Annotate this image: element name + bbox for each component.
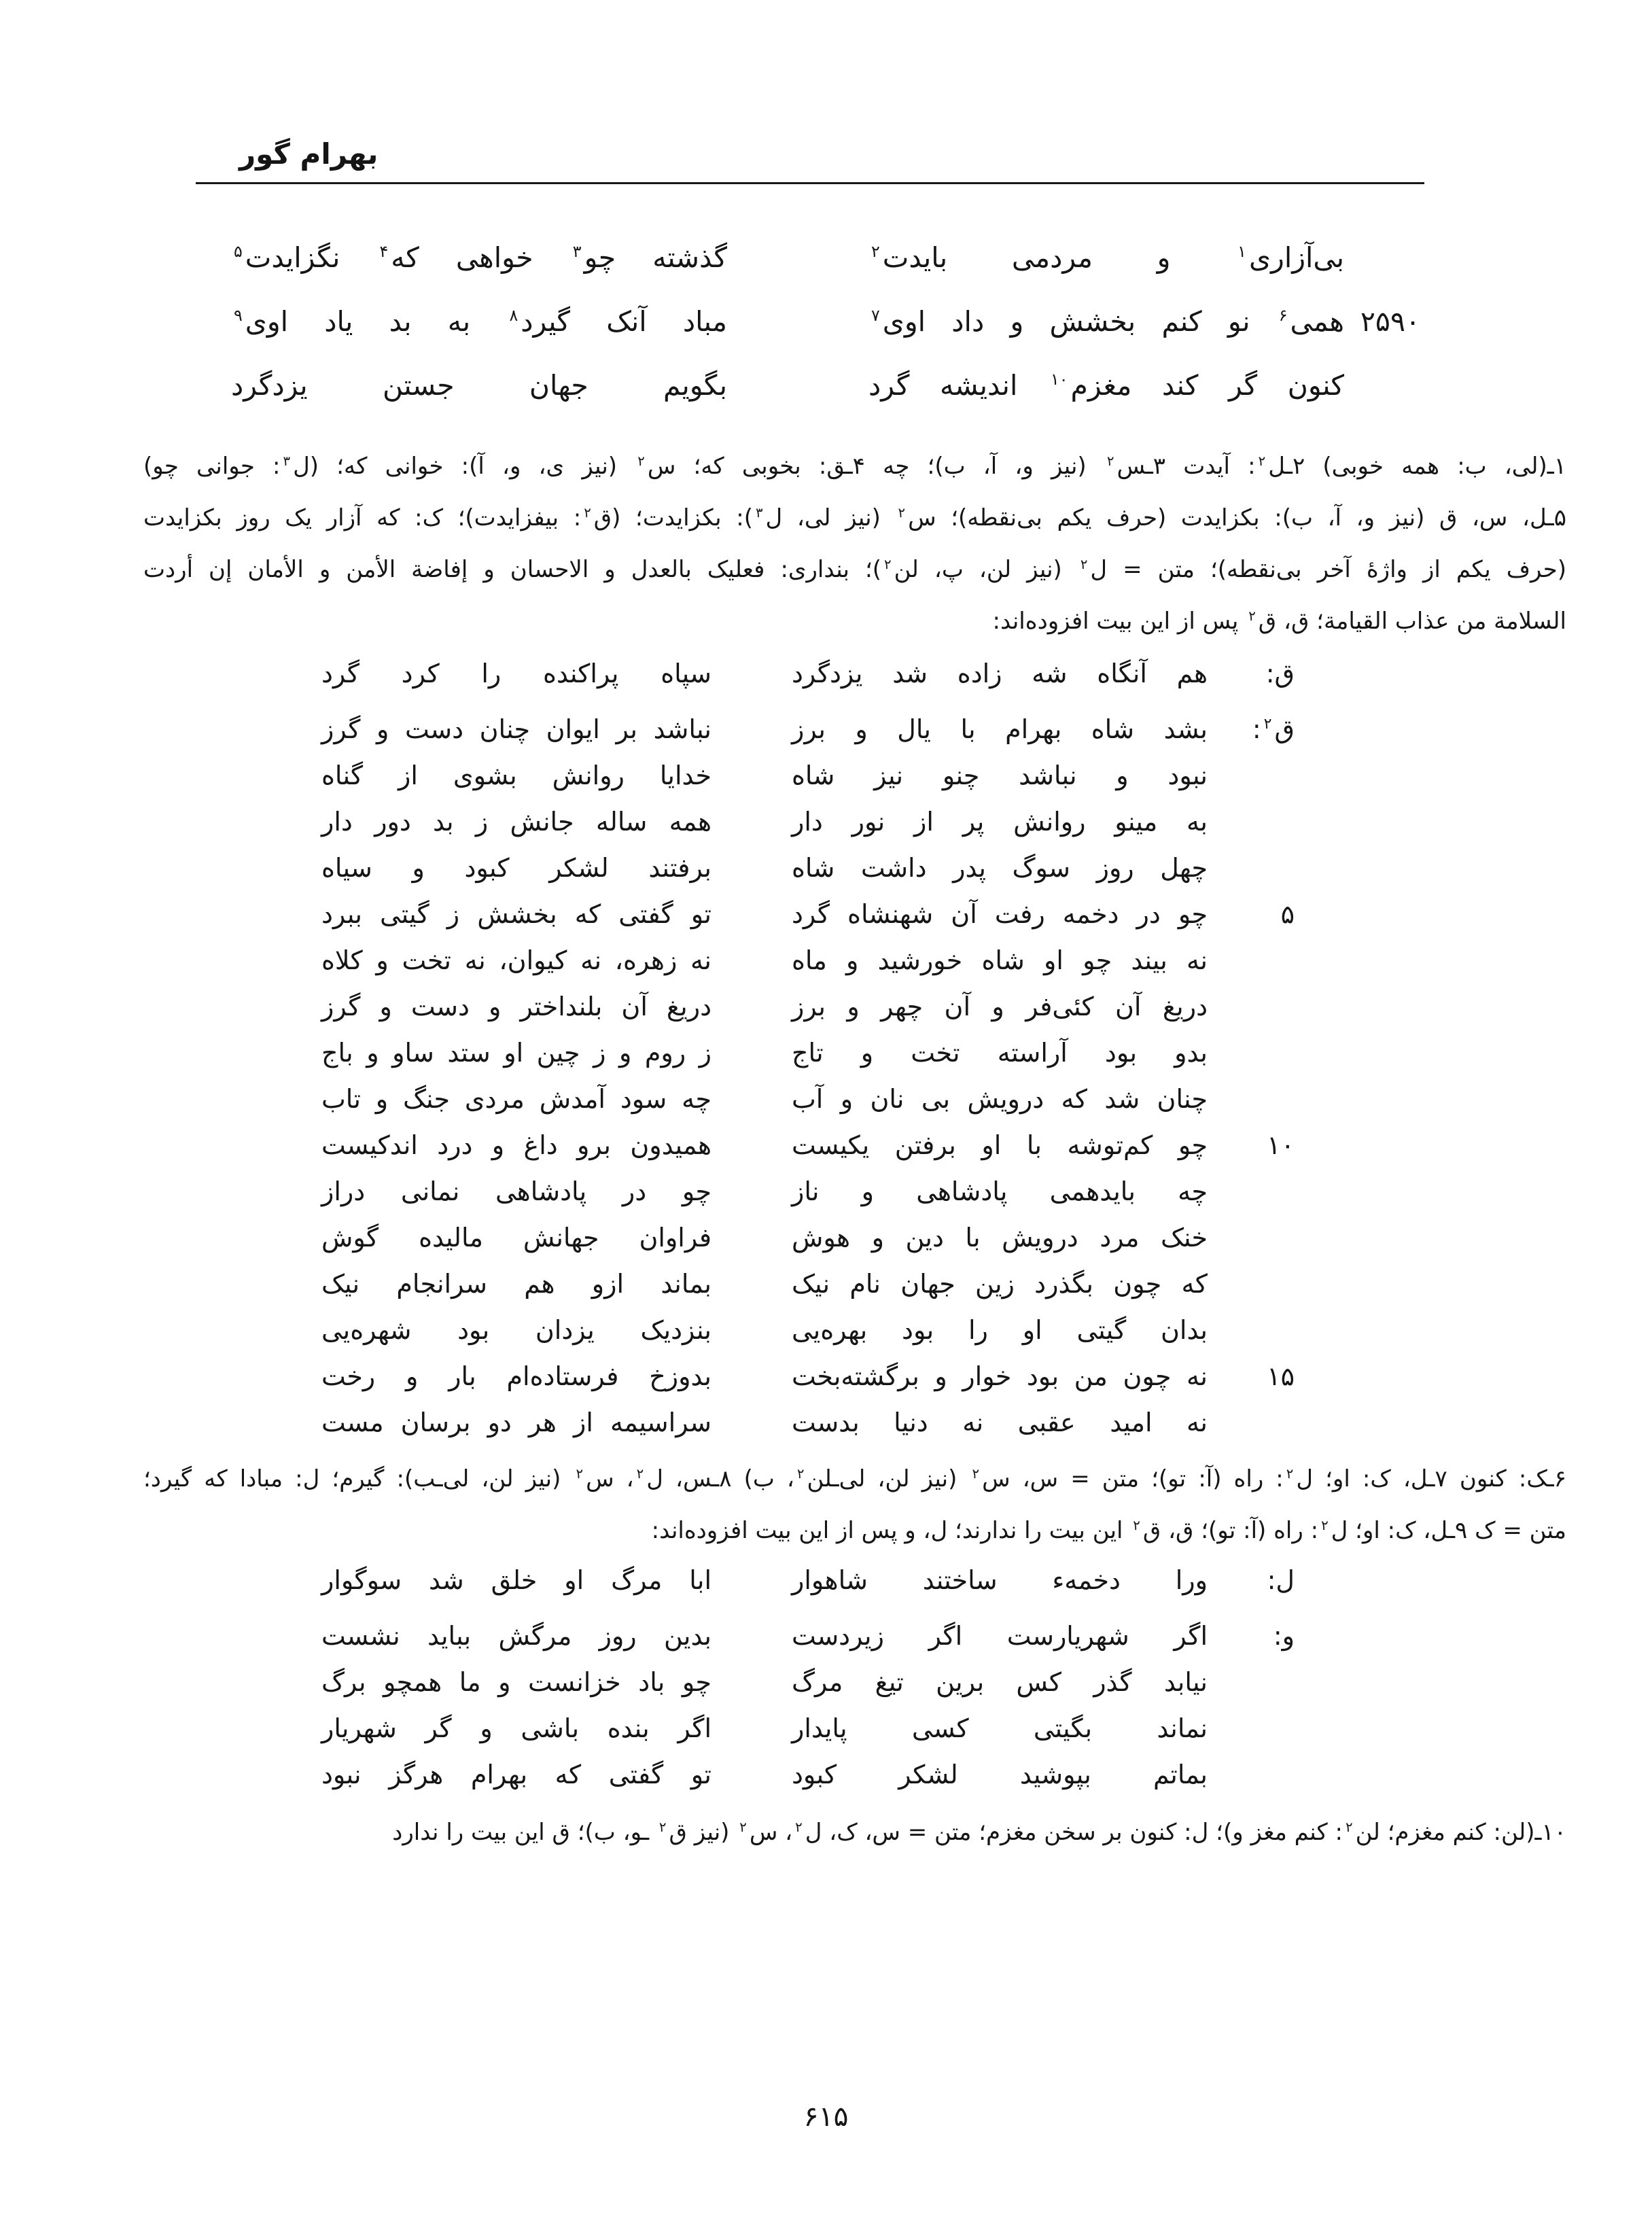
footnote-ref: ۲ [576,1465,584,1482]
footnote-ref: ۲ [1286,1465,1294,1482]
hemistich-right: خنک مرد درویش با دین و هوش [792,1223,1208,1253]
hemistich-right: چهل روز سوگ پدر داشت شاه [792,853,1208,883]
verse-row [321,1361,1295,1392]
footnote-ref: ۵ [234,242,243,262]
hemistich-right: به مینو روانش پر از نور دار [792,807,1208,837]
verse-row [321,1620,1295,1652]
footnote-ref: ۲ [795,1819,803,1835]
verse-row [321,1176,1295,1207]
footnote-ref: ۳ [572,242,582,262]
footnote-ref: ۲ [658,1819,667,1835]
hemistich-left: فراوان جهانش مالیده گوش [321,1223,711,1253]
hemistich-left: بماند ازو هم سرانجام نیک [321,1269,711,1299]
hemistich-left: اگر بنده باشی و گر شهریار [321,1713,711,1743]
hemistich-right: چو در دخمه رفت آن شهنشاه گرد [792,899,1208,929]
footnote-ref: ۲ [1263,716,1272,733]
verse-row [231,239,1420,276]
hemistich-left: بدوزخ فرستاده‌ام بار و رخت [321,1361,711,1391]
manuscript-siglum: ق$^۲$: [1252,714,1295,744]
footnote-ref: ۱۰ [1051,370,1068,389]
hemistich-left: خدایا روانش بشوی از گناه [321,761,711,790]
verse-row [321,714,1295,745]
apparatus-line: (حرف یکم از واژهٔ آخر بی‌نقطه)؛ متن = ل$^۲$ (نیز لن، پ، لن$^۲$)؛ بنداری: فعلیک بالعدل و الاحسان و إفاضة الأمن و الأمان إن أردت [143,556,1566,583]
hemistich-right: چنان شد که درویش بی نان و آب [792,1084,1208,1114]
hemistich-right: نه چون من بود خوار و برگشته‌بخت [792,1361,1208,1391]
header-rule [196,182,1424,184]
footnote-ref: ۲ [1080,556,1088,572]
verse-row [321,1713,1295,1744]
hemistich-left: سپاه پراکنده را کرد گرد [321,659,711,688]
verse-number: ۱۵ [1267,1361,1295,1391]
hemistich-right: نبود و نباشد چنو نیز شاه [792,761,1208,790]
verse-row [321,1130,1295,1161]
footnote-ref: ۲ [1248,608,1256,624]
verse-row [321,852,1295,884]
verse-row [321,1759,1295,1790]
hemistich-left: دریغ آن بلنداختر و دست و گرز [321,992,711,1022]
footnote-ref: ۲ [972,1465,980,1482]
interpolated-verses-block-2 [321,1565,1295,1790]
apparatus-line: ۵ـل، س، ق (نیز و، آ، ب): بکزایدت (حرف یکم بی‌نقطه)؛ س$^۲$ (نیز لی، ل$^۳$): بکزایدت؛ (ق$^۲$: بیفزایدت)؛ ک: که آزار یک روز بکزایدت [143,504,1566,531]
footnote-ref: ۲ [1106,453,1114,469]
hemistich-right: اگر شهریارست اگر زیردست [792,1621,1208,1651]
hemistich-left: نه زهره، نه کیوان، نه تخت و کلاه [321,945,711,975]
footnote-ref: ۲ [898,504,906,521]
verse-row [321,658,1295,689]
verse-row [231,367,1420,404]
footnote-ref: ۳ [755,504,763,521]
hemistich-left: گذشته چو$^۳$ خواهی که$^۴$ نگزایدت$^۵$ [234,241,727,274]
hemistich-left: بنزدیک یزدان بود شهره‌یی [321,1315,711,1345]
verse-row [321,945,1295,976]
running-header-title: بهرام گور [239,137,379,171]
hemistich-right: بدان گیتی او را بود بهره‌یی [792,1315,1208,1345]
hemistich-right: هم آنگاه شه زاده شد یزدگرد [792,659,1208,688]
verse-row [321,1407,1295,1438]
footnote-ref: ۲ [584,504,591,521]
apparatus-line: ۱۰ـ(لن: کنم مغزم؛ لن$^۲$: کنم مغز و)؛ ل: کنون بر سخن مغزم؛ متن = س، ک، ل$^۲$، س$^۲$ (نیز ق$^۲$ ـو، ب)؛ ق این بیت را ندارد [392,1819,1566,1846]
footnote-ref: ۳ [283,453,291,469]
manuscript-siglum: ل: [1267,1565,1295,1595]
hemistich-left: چه سود آمدش مردی جنگ و تاب [321,1084,711,1114]
verse-row [321,1268,1295,1299]
page-number: ۶۱۵ [803,2100,849,2133]
manuscript-siglum: ق: [1265,659,1295,688]
hemistich-right: نماند بگیتی کسی پایدار [792,1713,1208,1743]
manuscript-siglum: و: [1273,1621,1295,1651]
critical-apparatus-1 [143,440,1566,647]
main-verse-block [231,239,1420,404]
hemistich-left: چو باد خزانست و ما همچو برگ [321,1667,711,1697]
verse-row [321,1666,1295,1698]
footnote-ref: ۶ [1278,306,1288,326]
hemistich-left: چو در پادشاهی نمانی دراز [321,1176,711,1206]
hemistich-left: تو گفتی که بخشش ز گیتی ببرد [321,899,711,929]
hemistich-right: چه بایدهمی پادشاهی و ناز [792,1176,1208,1206]
hemistich-left: مباد آنک گیرد$^۸$ به بد یاد اوی$^۹$ [234,305,728,338]
footnote-ref: ۲ [1133,1517,1140,1533]
footnote-ref: ۲ [1258,453,1266,469]
apparatus-line: متن = ک ۹ـل، ک: او؛ ل$^۲$: راه (آ: تو)؛ ق، ق$^۲$ این بیت را ندارند؛ ل، و پس از این بیت افزوده‌اند: [651,1517,1566,1544]
hemistich-left: ابا مرگ او خلق شد سوگوار [321,1565,711,1595]
apparatus-line: السلامة من عذاب القيامة؛ ق، ق$^۲$ پس از این بیت افزوده‌اند: [992,608,1566,635]
footnote-ref: ۲ [637,453,645,469]
verse-row [321,1314,1295,1346]
hemistich-right: بی‌آزاری$^۱$ و مردمی بایدت$^۲$ [871,241,1344,274]
footnote-ref: ۲ [636,1465,644,1482]
verse-row [321,806,1295,837]
verse-number: ۵ [1280,899,1295,929]
hemistich-left: ز روم و ز چین او ستد ساو و باج [321,1038,711,1068]
hemistich-right: دریغ آن کئی‌فر و آن چهر و برز [792,992,1208,1022]
hemistich-right: بشد شاه بهرام با یال و برز [792,714,1208,744]
verse-number: ۱۰ [1267,1130,1295,1160]
hemistich-right: ورا دخمه‌ء ساختند شاهوار [792,1565,1208,1595]
footnote-ref: ۹ [234,306,243,326]
apparatus-line: ۶ـک: کنون ۷ـل، ک: او؛ ل$^۲$: راه (آ: تو)؛ متن = س، س$^۲$ (نیز لن، لی‌ـلن$^۲$، ب) ۸ـس، ل$^۲$، س$^۲$ (نیز لن، لی‌ـب): گیرم؛ ل: مبادا که گیرد؛ [143,1465,1567,1492]
hemistich-right: کنون گر کند مغزم$^{۱۰}$ اندیشه گرد [868,369,1344,402]
verse-row [321,1565,1295,1596]
hemistich-right: نه امید عقبی نه دنیا بدست [792,1408,1208,1437]
hemistich-left: همه ساله جانش ز بد دور دار [321,807,711,837]
page-body [143,239,1566,1858]
verse-row [321,1222,1295,1253]
hemistich-left: تو گفتی که بهرام هرگز نبود [321,1760,711,1790]
interpolated-verses-block-1 [321,658,1295,1438]
verse-row [321,991,1295,1022]
footnote-ref: ۱ [1237,242,1246,262]
verse-row [321,1083,1295,1115]
hemistich-left: سراسیمه از هر دو برسان مست [321,1408,711,1437]
hemistich-left: بدین روز مرگش بباید نشست [321,1621,711,1651]
hemistich-right: نیابد گذر کس برین تیغ مرگ [792,1667,1208,1697]
verse-number: ۲۵۹۰ [1360,305,1420,338]
hemistich-right: همی$^۶$ نو کنم بخشش و داد اوی$^۷$ [871,305,1344,338]
verse-row [321,760,1295,791]
footnote-ref: ۸ [509,306,519,326]
footnote-ref: ۲ [884,556,892,572]
hemistich-left: برفتند لشکر کبود و سیاه [321,853,711,883]
hemistich-right: نه بیند چو او شاه خورشید و ماه [792,945,1208,975]
critical-apparatus-2 [143,1453,1566,1556]
hemistich-left: نباشد بر ایوان چنان دست و گرز [321,714,711,744]
hemistich-right: چو کم‌توشه با او برفتن یکیست [792,1130,1208,1160]
footnote-line-10 [143,1806,1566,1858]
footnote-ref: ۲ [1345,1819,1353,1835]
verse-row [321,1037,1295,1068]
apparatus-line: ۱ـ(لی، ب: همه خوبی) ۲ـل$^۲$: آیدت ۳ـس$^۲$ (نیز و، آ، ب)؛ چه ۴ـق: بخوبی که؛ س$^۲$ (نیز ی، و، آ): خوانی که؛ (ل$^۳$: جوانی چو) [143,453,1566,480]
verse-row [321,898,1295,930]
footnote-ref: ۴ [379,242,389,262]
hemistich-right: بدو بود آراسته تخت و تاج [792,1038,1208,1068]
hemistich-right: که چون بگذرد زین جهان نام نیک [792,1269,1208,1299]
hemistich-left: بگویم جهان جستن یزدگرد [231,369,727,402]
footnote-ref: ۷ [871,306,880,326]
footnote-ref: ۲ [796,1465,805,1482]
footnote-ref: ۲ [871,242,880,262]
hemistich-right: بماتم بپوشید لشکر کبود [792,1760,1208,1790]
hemistich-left: همیدون برو داغ و درد اندکیست [321,1130,711,1160]
footnote-ref: ۲ [739,1819,747,1835]
footnote-ref: ۲ [1321,1517,1329,1533]
verse-row [231,303,1420,340]
